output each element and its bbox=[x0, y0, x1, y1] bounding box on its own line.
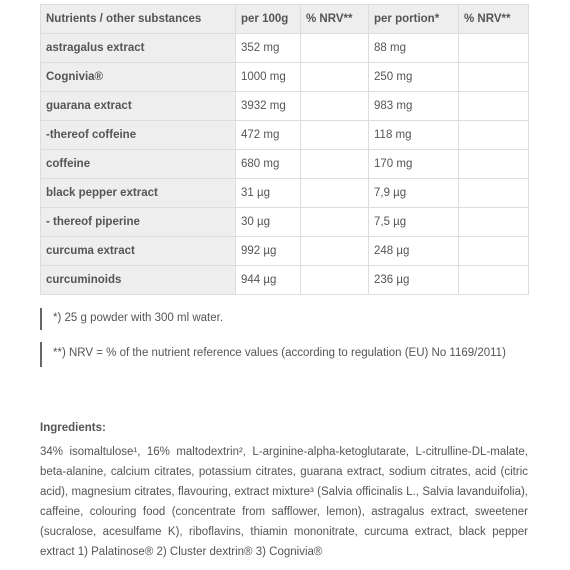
value-nrv-portion bbox=[459, 179, 529, 208]
value-per-portion: 236 µg bbox=[369, 266, 459, 295]
nutrient-name: - thereof piperine bbox=[41, 208, 236, 237]
nutrient-name: astragalus extract bbox=[41, 34, 236, 63]
value-nrv-100g bbox=[301, 208, 369, 237]
value-per-100g: 31 µg bbox=[236, 179, 301, 208]
nutrient-name: curcuma extract bbox=[41, 237, 236, 266]
table-row bbox=[41, 121, 529, 150]
value-per-100g: 944 µg bbox=[236, 266, 301, 295]
value-nrv-portion bbox=[459, 237, 529, 266]
value-per-100g: 472 mg bbox=[236, 121, 301, 150]
nutrient-name: -thereof coffeine bbox=[41, 121, 236, 150]
value-per-portion: 7,5 µg bbox=[369, 208, 459, 237]
nutrient-name: guarana extract bbox=[41, 92, 236, 121]
footnote-portion: *) 25 g powder with 300 ml water. bbox=[40, 308, 553, 330]
value-nrv-portion bbox=[459, 63, 529, 92]
footnote-nrv: **) NRV = % of the nutrient reference values (according to regulation (EU) No 1169/2011) bbox=[40, 342, 553, 367]
value-nrv-portion bbox=[459, 150, 529, 179]
value-per-portion: 250 mg bbox=[369, 63, 459, 92]
table-row bbox=[41, 34, 529, 63]
table-row bbox=[41, 150, 529, 179]
header-nrv-100g: % NRV** bbox=[301, 5, 369, 34]
value-nrv-portion bbox=[459, 266, 529, 295]
value-nrv-portion bbox=[459, 121, 529, 150]
value-per-100g: 352 mg bbox=[236, 34, 301, 63]
table-row bbox=[41, 63, 529, 92]
nutrient-name: curcuminoids bbox=[41, 266, 236, 295]
value-nrv-portion bbox=[459, 92, 529, 121]
header-per-100g: per 100g bbox=[236, 5, 301, 34]
table-row bbox=[41, 179, 529, 208]
value-per-100g: 680 mg bbox=[236, 150, 301, 179]
value-nrv-100g bbox=[301, 237, 369, 266]
value-per-100g: 30 µg bbox=[236, 208, 301, 237]
header-nrv-portion: % NRV** bbox=[459, 5, 529, 34]
nutrient-name: coffeine bbox=[41, 150, 236, 179]
nutrient-name: Cognivia® bbox=[41, 63, 236, 92]
value-per-100g: 992 µg bbox=[236, 237, 301, 266]
value-per-portion: 983 mg bbox=[369, 92, 459, 121]
value-per-100g: 1000 mg bbox=[236, 63, 301, 92]
nutrient-name: black pepper extract bbox=[41, 179, 236, 208]
value-nrv-portion bbox=[459, 34, 529, 63]
table-row bbox=[41, 92, 529, 121]
value-nrv-100g bbox=[301, 121, 369, 150]
value-per-portion: 88 mg bbox=[369, 34, 459, 63]
value-nrv-100g bbox=[301, 92, 369, 121]
value-nrv-100g bbox=[301, 266, 369, 295]
value-per-portion: 7,9 µg bbox=[369, 179, 459, 208]
value-per-portion: 170 mg bbox=[369, 150, 459, 179]
value-nrv-100g bbox=[301, 179, 369, 208]
ingredients-title: Ingredients: bbox=[40, 422, 106, 434]
value-nrv-100g bbox=[301, 63, 369, 92]
value-nrv-100g bbox=[301, 34, 369, 63]
value-per-100g: 3932 mg bbox=[236, 92, 301, 121]
value-nrv-100g bbox=[301, 150, 369, 179]
ingredients-text: 34% isomaltulose¹, 16% maltodextrin², L-arginine-alpha-ketoglutarate, L-citrulline-DL-malate, beta-alanine, calcium citrates, potassium citrates, guarana extract, sodium citrates, acid (citric acid), magnesium citrates, flavouring, extract mixture³ (Salvia officinalis L., Salvia lavanduifolia), caffeine, colouring food (concentrate from safflower, lemon), astragalus extract, sweetener (sucralose, acesulfame K), riboflavins, thiamin mononitrate, curcuma extract, black pepper extract 1) Palatinose® 2) Cluster dextrin® 3) Cognivia® bbox=[40, 446, 528, 558]
nutrition-table bbox=[40, 4, 529, 295]
value-per-portion: 248 µg bbox=[369, 237, 459, 266]
value-nrv-portion bbox=[459, 208, 529, 237]
header-nutrients: Nutrients / other substances bbox=[41, 5, 236, 34]
value-per-portion: 118 mg bbox=[369, 121, 459, 150]
table-row bbox=[41, 237, 529, 266]
table-header-row bbox=[41, 5, 529, 34]
table-row bbox=[41, 266, 529, 295]
table-row bbox=[41, 208, 529, 237]
header-per-portion: per portion* bbox=[369, 5, 459, 34]
